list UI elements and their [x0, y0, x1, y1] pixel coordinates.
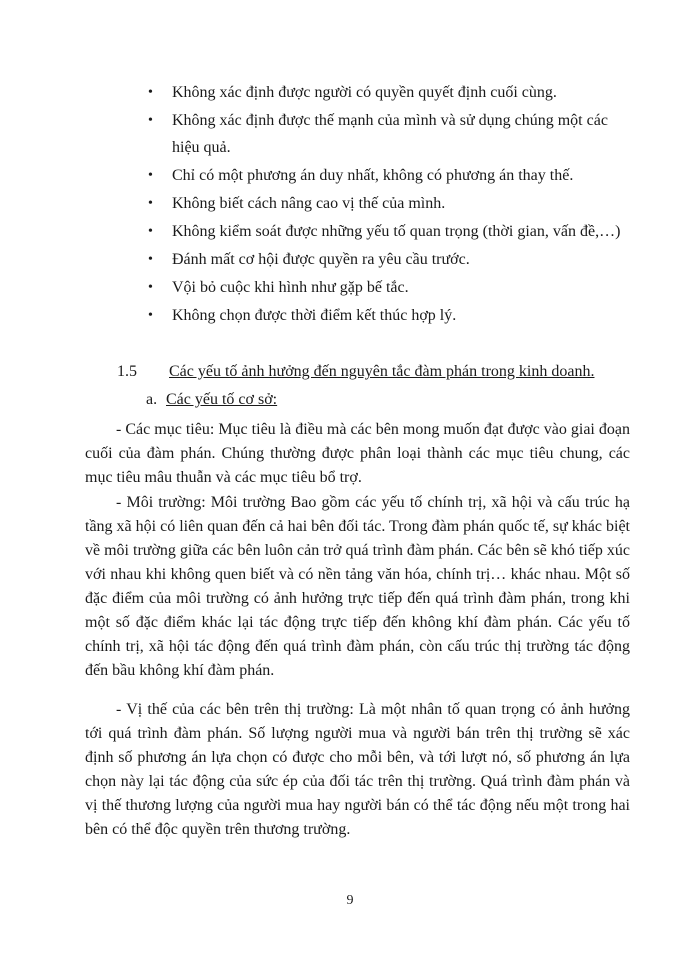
bullet-icon: • [148, 168, 153, 183]
list-item [148, 79, 628, 106]
list-item [148, 107, 628, 161]
paragraph-text: - Các mục tiêu: Mục tiêu là điều mà các bên mong muốn đạt được vào giai đoạn cuối của đàm phán. Chúng thường được phân loại thành các mục tiêu chung, các mục tiêu mâu thuẫn và các mục tiêu bổ trợ. [85, 421, 630, 486]
section-title: Các yếu tố ảnh hưởng đến nguyên tắc đàm phán trong kinh doanh. [169, 363, 595, 380]
list-item-text: Không kiểm soát được những yếu tố quan trọng (thời gian, vấn đề,…) [172, 223, 621, 240]
bullet-icon: • [148, 280, 153, 295]
paragraph-market-position [85, 698, 630, 842]
list-item-text: Vội bỏ cuộc khi hình như gặp bế tắc. [172, 279, 409, 296]
list-item [148, 246, 628, 273]
section-number: 1.5 [117, 363, 137, 380]
subsection-letter: a. [146, 391, 158, 408]
section-heading [117, 360, 637, 384]
bullet-list [148, 79, 628, 330]
paragraph-text: - Vị thế của các bên trên thị trường: Là một nhân tố quan trọng có ảnh hưởng tới quá trình đàm phán. Số lượng người mua và người bán trên thị trường sẽ xác định số phương án lựa chọn có được cho mỗi bên, và tới lượt nó, số phương án lựa chọn này lại tác động của sức ép của đối tác trên thị trường. Quá trình đàm phán và vị thế thương lượng của người mua hay người bán có thể tác động nếu một trong hai bên có thể độc quyền trên thương trường. [85, 701, 630, 838]
page-number: 9 [346, 893, 354, 908]
list-item [148, 162, 628, 189]
bullet-icon: • [148, 196, 153, 211]
list-item-text: Chỉ có một phương án duy nhất, không có phương án thay thế. [172, 167, 574, 184]
bullet-icon: • [148, 85, 153, 100]
list-item-text: Đánh mất cơ hội được quyền ra yêu cầu trước. [172, 251, 470, 268]
bullet-icon: • [148, 113, 153, 128]
list-item [148, 190, 628, 217]
list-item [148, 274, 628, 301]
subsection-title: Các yếu tố cơ sở: [166, 391, 278, 408]
list-item [148, 302, 628, 329]
list-item-text: Không xác định được thế mạnh của mình và sử dụng chúng một các hiệu quả. [172, 112, 608, 156]
list-item-text: Không xác định được người có quyền quyết định cuối cùng. [172, 84, 557, 101]
list-item-text: Không biết cách nâng cao vị thế của mình. [172, 195, 446, 212]
paragraph-text: - Môi trường: Môi trường Bao gồm các yếu tố chính trị, xã hội và cấu trúc hạ tầng xã hội có liên quan đến cả hai bên đối tác. Trong đàm phán quốc tế, sự khác biệt về môi trường giữa các bên luôn cản trở quá trình đàm phán. Các bên sẽ khó tiếp xúc với nhau khi không quen biết và có nền tảng văn hóa, chính trị… khác nhau. Một số đặc điểm của môi trường có ảnh hưởng trực tiếp đến quá trình đàm phán, trong khi một số đặc điểm khác lại tác động trực tiếp đến không khí đàm phán. Các yếu tố chính trị, xã hội tác động đến quá trình đàm phán, còn cấu trúc thị trường tác động đến bầu không khí đàm phán. [85, 494, 630, 679]
bullet-icon: • [148, 252, 153, 267]
paragraph-goals [85, 418, 630, 490]
bullet-icon: • [148, 308, 153, 323]
paragraph-environment [85, 491, 630, 683]
list-item [148, 218, 628, 245]
bullet-icon: • [148, 224, 153, 239]
list-item-text: Không chọn được thời điểm kết thúc hợp lý. [172, 307, 457, 324]
subsection-heading [146, 388, 277, 412]
